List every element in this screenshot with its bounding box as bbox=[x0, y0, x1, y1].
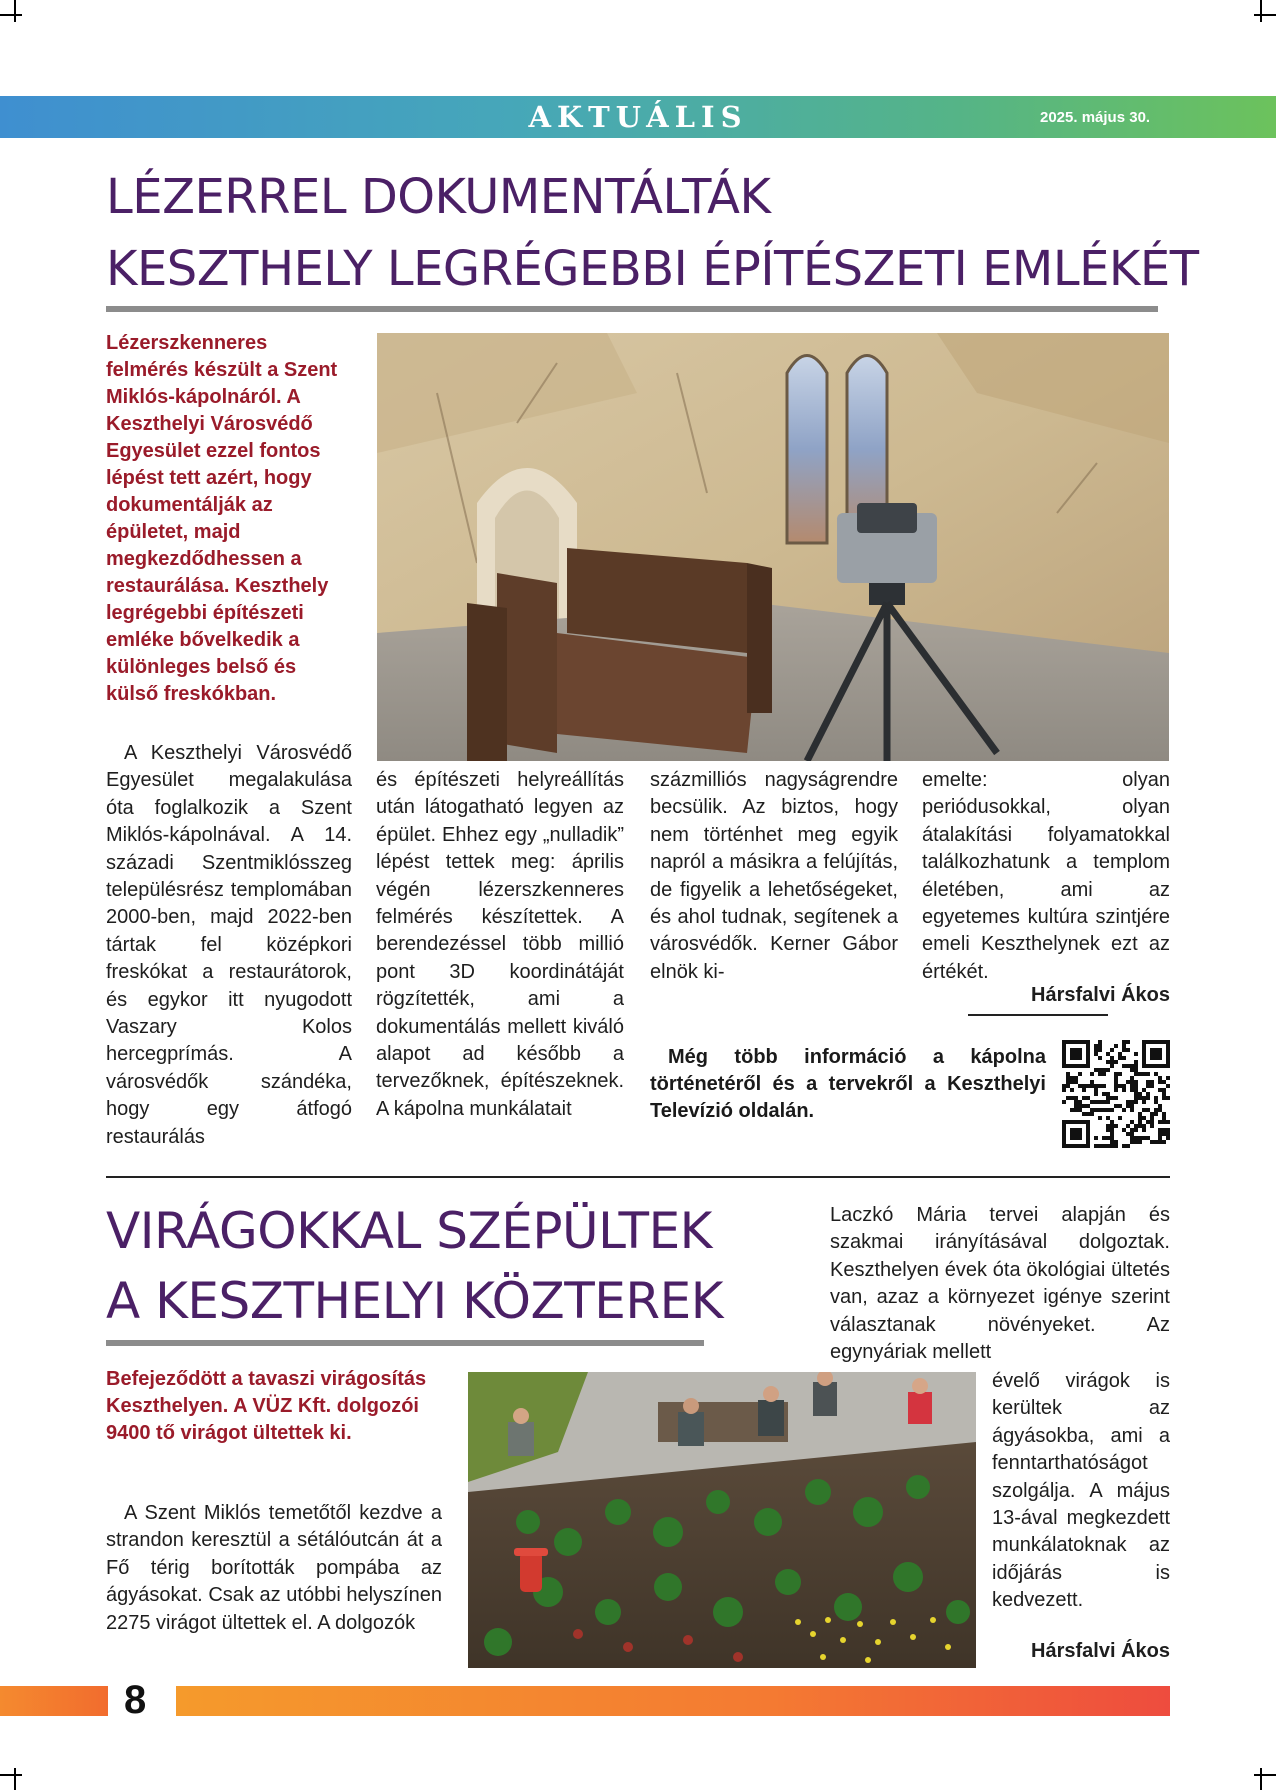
article2-column-right-top: Laczkó Mária tervei alapján és szakmai irányításával dolgoztak. Keszthelyen évek óta ökológiai ültetés van, azaz a környezet igénye szerint választanak növényeket. Az egynyáriak mellett bbox=[830, 1204, 1170, 1364]
article1-title-line2: KESZTHELY LEGRÉGEBBI ÉPÍTÉSZETI EMLÉKÉT bbox=[106, 241, 1199, 297]
article1-byline: Hársfalvi Ákos bbox=[1031, 984, 1170, 1006]
byline-rule bbox=[968, 1014, 1108, 1016]
article2-title-line2: A KESZTHELYI KÖZTEREK bbox=[106, 1272, 724, 1330]
crop-mark bbox=[0, 1774, 22, 1776]
qr-code[interactable] bbox=[1062, 1040, 1170, 1148]
title-underline bbox=[106, 1340, 704, 1346]
crop-mark bbox=[1254, 14, 1276, 16]
title-underline bbox=[106, 306, 1158, 312]
chapel-interior-photo bbox=[377, 333, 1169, 761]
crop-mark bbox=[1260, 1768, 1262, 1790]
page-number: 8 bbox=[124, 1678, 147, 1722]
more-info-text: Még több információ a kápolna történetéről és a tervekről a Keszthelyi Televízió oldalán. bbox=[650, 1046, 1046, 1122]
article1-column-3: százmilliós nagyságrendre becsülik. Az biztos, hogy nem történhet meg egyik napról a másikra a felújítás, de figyelik a lehetőségeket, és ahol tudnak, segítenek a városvédők. Kerner Gábor elnök ki- bbox=[650, 769, 898, 983]
crop-mark bbox=[0, 14, 22, 16]
article2-byline: Hársfalvi Ákos bbox=[1031, 1640, 1170, 1662]
issue-date: 2025. május 30. bbox=[1040, 109, 1151, 126]
crop-mark bbox=[14, 0, 16, 22]
article1-column-2: és építészeti helyreállítás után látogatható legyen az épület. Ehhez egy „nulladik” lépést tettek meg: április végén lézerszkenneres felmérés készítettek. A berendezéssel több millió pont 3D koordinátáját rögzítették, ami a dokumentálás mellett kiváló alapot ad később a tervezőknek, építészeknek. A kápolna munkálatait bbox=[376, 769, 624, 1120]
article2-title-line1: VIRÁGOKKAL SZÉPÜLTEK bbox=[106, 1202, 712, 1260]
crop-mark bbox=[1254, 1774, 1276, 1776]
article2-column-right-narrow: évelő virágok is kerültek az ágyásokba, ami a fenntarthatóságot szolgálja. A május 13-ával megkezdett munkálatoknak az időjárás is kedvezett. bbox=[992, 1370, 1170, 1612]
footer-bar-right bbox=[176, 1686, 1170, 1716]
article2-lead: Befejeződött a tavaszi virágosítás Keszthelyen. A VÜZ Kft. dolgozói 9400 tő virágot ültettek ki. bbox=[106, 1368, 427, 1444]
article1-title-line1: LÉZERREL DOKUMENTÁLTÁK bbox=[106, 169, 771, 225]
footer-bar-left bbox=[0, 1686, 108, 1716]
article1-lead: Lézerszkenneres felmérés készült a Szent Miklós-kápolnáról. A Keszthelyi Városvédő Egyesület ezzel fontos lépést tett azért, hogy dokumentálják az épületet, majd megkezdődhessen a restaurálása. Keszthely legrégebbi építészeti emléke bővelkedik a különleges belső és külső freskókban. bbox=[106, 332, 338, 705]
section-label: AKTUÁLIS bbox=[528, 100, 748, 134]
article1-column-1: A Keszthelyi Városvédő Egyesület megalakulása óta foglalkozik a Szent Miklós-kápolnával. A 14. századi Szentmiklósszeg településrész templomában 2000-ben, majd 2022-ben tártak fel középkori freskókat a restaurátorok, és egykor itt nyugodott Vaszary Kolos hercegprímás. A városvédők szándéka, hogy egy átfogó restaurálás bbox=[106, 742, 352, 1148]
crop-mark bbox=[1260, 0, 1262, 22]
flower-planting-photo bbox=[468, 1372, 976, 1668]
crop-mark bbox=[14, 1768, 16, 1790]
article2-column-1: A Szent Miklós temetőtől kezdve a strandon keresztül a sétálóutcán át a Fő térig borították pompába az ágyásokat. Csak az utóbbi helyszínen 2275 virágot ültettek el. A dolgozók bbox=[106, 1502, 442, 1634]
article1-column-4: emelte: olyan periódusokkal, olyan átalakítási folyamatokkal találkozhatunk a templom életében, ami az egyetemes kultúra szintjére emeli Keszthelynek ezt az értékét. bbox=[922, 769, 1170, 983]
article-separator bbox=[106, 1176, 1170, 1178]
